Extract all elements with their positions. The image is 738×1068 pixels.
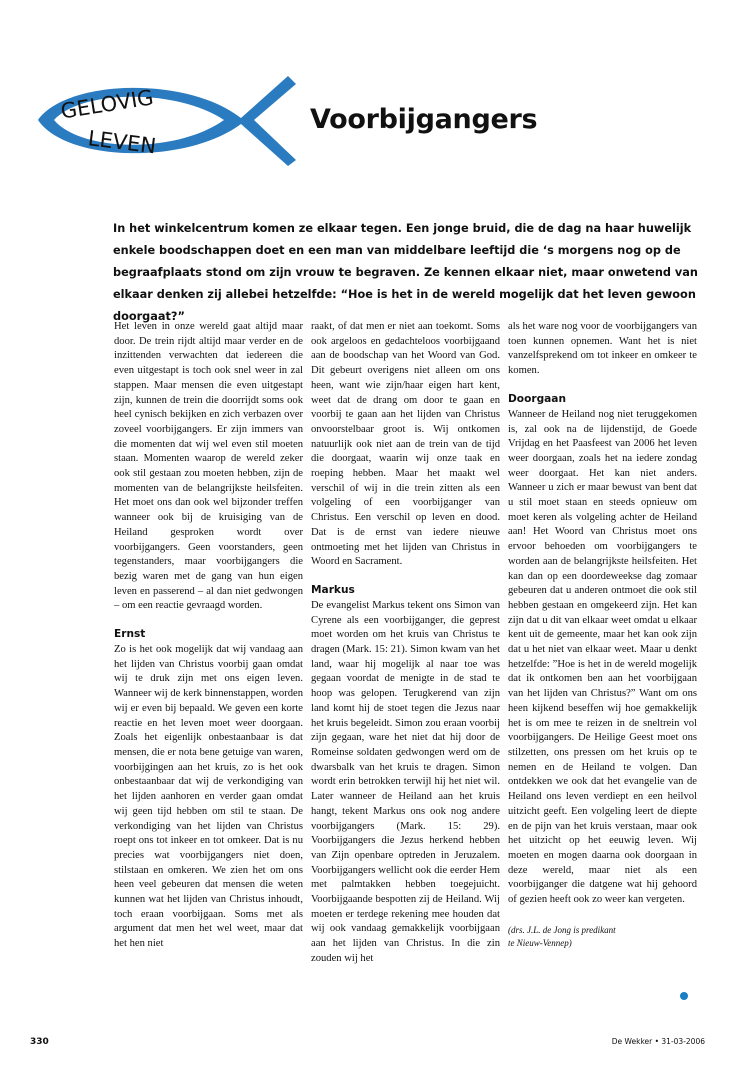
column-3	[508, 320, 697, 950]
logo-text-gelovig: GELOVIG	[58, 85, 156, 124]
logo-text-leven: LEVEN	[86, 126, 158, 159]
author-credit-line: (drs. J.L. de Jong is predikant	[508, 924, 616, 935]
paragraph: raakt, of dat men er niet aan toekomt. Soms ook argeloos en gedachteloos voorbijgaand aan de boodschap van het Woord van God. Dit gebeurt overigens niet alleen om ons heen, want wie zijn/haar eigen hart kent, weet dat de drang om door te gaan en voorbij te gaan aan het lijden van Christus onvoorstelbaar groot is. Wij ontkomen natuurlijk ook niet aan de trein van de tijd die doorgaat, waarin wij onze taak en roeping hebben. Maar het maakt wel verschil of wij in die trein zitten als een volgeling of een voorbijganger van Christus. Een verschil op leven en dood. Dat is de ernst van iedere nieuwe ontmoeting met het lijden van Christus in Woord en Sacrament.	[311, 321, 500, 568]
paragraph: Het leven in onze wereld gaat altijd maar door. De trein rijdt altijd maar verder en de inzittenden verwachten dat iedereen die even uitgestapt is toch ook snel weer in zal stappen. Maar mensen die even uitgestapt zijn, kunnen de trein die doorrijdt soms ook heel cynisch bekijken en zich verbazen over zoveel voorbijgangers. Er zijn immers van die momenten dat wij wel even stil moeten staan. Momenten waarop de wereld zeker ook stil gestaan zou moeten hebben, zijn de momenten van de belangrijkste heilsfeiten. Het moet ons dan ook wel bijzonder treffen wanneer ook bij de kruisiging van de Heiland gesproken wordt over voorbijgangers. Geen voorstanders, geen tegenstanders, maar voorbijgangers die bezig waren met de gang van hun eigen leven en passerend – al dan niet gedwongen – om een reactie gevraagd worden.	[114, 321, 303, 612]
end-mark-icon	[680, 992, 688, 1000]
subheading-markus: Markus	[311, 583, 355, 596]
paragraph: De evangelist Markus tekent ons Simon van Cyrene als een voorbijganger, die geprest moet worden om het kruis van Christus te dragen (Mark. 15: 21). Simon kwam van het land, waar hij mogelijk al naar toe was gegaan voordat de menigte in de stad te hoop was gelopen. Terugkerend van zijn land komt hij de stoet tegen die Jezus naar het kruis begeleidt. Simon zou eraan voorbij zijn gegaan, ware het niet dat hij door de Romeinse soldaten gedwongen werd om de dwarsbalk van het kruis te dragen. Simon wordt erin betrokken terwijl hij het niet wil. Later wanneer de Heiland aan het kruis hangt, tekent Markus ons ook nog andere voorbijgangers (Mark. 15: 29). Voorbijgangers die Jezus herkend hebben van Zijn openbare optreden in Jeruzalem. Voorbijgangers wellicht ook die eerder Hem met palmtakken hebben toegejuicht. Voorbijgaande bespotten zij de Heiland. Wij moeten er terdege rekening mee houden dat wij ook vandaag gemakkelijk voorbijgaan aan het lijden van Christus. In die zin zouden wij het	[311, 599, 500, 964]
paragraph: als het ware nog voor de voorbijgangers van toen kunnen opnemen. Want het is niet vanzelfsprekend om tot inkeer en omkeer te komen.	[508, 321, 697, 377]
fish-logo	[26, 70, 306, 170]
column-2	[311, 320, 500, 967]
page-number: 330	[30, 1037, 49, 1047]
subheading-ernst: Ernst	[114, 628, 146, 641]
column-1	[114, 320, 303, 952]
author-credit-line: te Nieuw-Vennep)	[508, 937, 572, 948]
author-credit	[508, 924, 697, 950]
publication-footer: De Wekker • 31-03-2006	[611, 1037, 705, 1046]
article-lead: In het winkelcentrum komen ze elkaar tegen. Een jonge bruid, die de dag na haar huwelijk enkele boodschappen doet en een man van middelbare leeftijd die ‘s morgens nog op de begraafplaats stond om zijn vrouw te begraven. Ze kennen elkaar niet, maar onwetend van elkaar denken zij allebei hetzelfde: “Hoe is het in de wereld mogelijk dat het leven gewoon doorgaat?”	[113, 222, 698, 323]
article-title: Voorbijgangers	[310, 104, 538, 135]
subheading-doorgaan: Doorgaan	[508, 392, 566, 405]
paragraph: Wanneer de Heiland nog niet teruggekomen is, zal ook na de lijdenstijd, de Goede Vrijdag en het Paasfeest van 2006 het leven weer doorgaan, zoals het na iedere zondag weer doorgaat. Het kan niet anders. Wanneer u zich er maar bewust van bent dat u stil moet staan en steeds opnieuw om moet keren als volgeling achter de Heiland aan! Het Woord van Christus moet ons ervoor behoeden om voorbijgangers te worden aan de belangrijkste heilsfeiten. Het kan dan op een doordeweekse dag zomaar gebeuren dat u anderen ontmoet die ook stil hebben gestaan en omgekeerd zijn. Het kan zijn dat u dit van elkaar weet omdat u elkaar kent uit de gemeente, maar het kan ook zijn dat u het niet van elkaar weet. Maar u denkt hetzelfde: ”Hoe is het in de wereld mogelijk dat ik ontkomen ben aan het voorbijgaan van het lijden van Christus?” Want om ons heen kijkend beseffen wij hoe gemakkelijk het is om mee te reizen in de sneltrein vol voorbijgangers. De Heilige Geest moet ons stilzetten, ons pressen om het kruis op te nemen en de Heiland te volgen. Dan ontdekken we ook dat het evangelie van de Heiland ons leven verdiept en een heilvol uitzicht geeft. Een volgeling leert de diepte en de pijn van het kruis verstaan, maar ook het uitzicht op het eeuwig leven. Wij moeten en mogen daarna ook doorgaan in deze wereld, maar niet als een voorbijganger die datgene wat hij gehoord of gezien heeft ook zo weer kan vergeten.	[508, 408, 697, 906]
paragraph: Zo is het ook mogelijk dat wij vandaag aan het lijden van Christus voorbij gaan omdat wij te druk zijn met ons eigen leven. Wanneer wij de kerk binnenstappen, worden wij er even bij bepaald. We geven een korte reactie en het leven moet weer doorgaan. Zoals het eigenlijk onbestaanbaar is dat mensen, die er nota bene getuige van waren, voorbijgingen aan het kruis, zo is het ook onbestaanbaar dat wij de verkondiging van het lijden aanhoren en verder gaan omdat wij geen tijd hebben om stil te staan. De verkondiging van het lijden van Christus roept ons tot inkeer en tot omkeer. Dat is nu precies wat voorbijgangers niet doen, stilstaan en omkeren. We zien het om ons heen veel gebeuren dat mensen die weten kunnen wat het lijden van Christus inhoudt, toch eraan voorbijgaan. Soms met als argument dat men het wel weet, maar dat het hen niet	[114, 644, 303, 950]
